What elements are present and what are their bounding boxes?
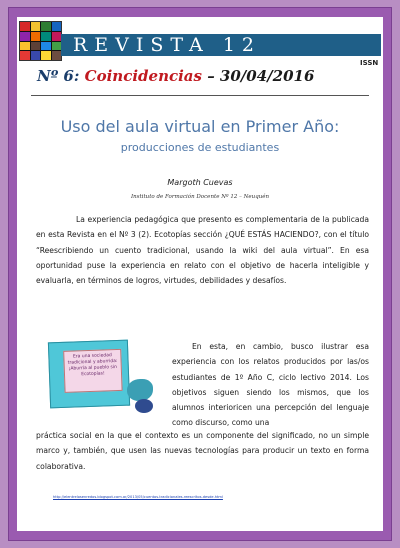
logo-tile [52, 42, 62, 51]
magazine-title: REVISTA 12 [73, 34, 261, 56]
logo-tile [20, 51, 30, 60]
logo-tile [31, 42, 41, 51]
figure-caption: Era una sociedad tradicional y aburrida: ¡Aburría al pueblo sin Ecotopías! [63, 349, 122, 393]
header-divider [31, 95, 369, 96]
logo-tile [31, 32, 41, 41]
logo-tile [31, 22, 41, 31]
issue-theme: Coincidencias [84, 67, 202, 85]
logo-tile [52, 32, 62, 41]
article-title: Uso del aula virtual en Primer Año: [60, 117, 340, 136]
logo-tile [41, 51, 51, 60]
logo-tile [20, 22, 30, 31]
footer-link[interactable]: http://elentrelosenredos.blogspot.com.ar/2013/05/cuentos-tradicionales-reescritos-desde.html [53, 495, 223, 499]
paragraph-body: En esta, en cambio, busco ilustrar esa experiencia con los relatos producidos por las/os estudiantes de 1º Año C, ciclo lectivo 2014. Los objetivos siguen siendo los mismos, que los alumnos interioricen una percepción del lenguaje como discurso, como una [172, 342, 369, 428]
article-figure [49, 339, 161, 425]
issn-label: ISSN [360, 59, 379, 67]
figure-decoration [135, 399, 153, 413]
figure-card [48, 340, 130, 409]
article-author: Margoth Cuevas [167, 178, 233, 187]
logo-tile [41, 42, 51, 51]
issue-number: Nº 6: [37, 67, 80, 85]
author-institute: Instituto de Formación Docente Nº 12 – Neuquén [130, 194, 270, 200]
issue-date: – 30/04/2016 [207, 67, 315, 85]
logo-tile [41, 22, 51, 31]
paragraph-continuation: práctica social en la que el contexto es un componente del significado, no un simple marco y, también, que usen las nuevas tecnologías para producir un texto en forma colaborativa. [36, 431, 369, 471]
logo-tile [31, 51, 41, 60]
logo-tile [52, 51, 62, 60]
figure-decoration [127, 379, 153, 401]
logo-tile [20, 42, 30, 51]
article-subtitle: producciones de estudiantes [120, 141, 280, 154]
logo-tile [41, 32, 51, 41]
document-page [17, 17, 383, 531]
logo-tile [20, 32, 30, 41]
logo-tile [52, 22, 62, 31]
magazine-logo [19, 21, 62, 61]
issue-line [37, 67, 314, 85]
paragraph-intro: La experiencia pedagógica que presento es complementaria de la publicada en esta Revista en el Nº 3 (2). Ecotopías sección ¿QUÉ ESTÁS HACIENDO?, con el título “Reescribiendo un cuento tradicional, usando la wiki del aula virtual”. En esa oportunidad puse la experiencia en relato con el objetivo de hacerla inteligible y evaluarla, en términos de logros, virtudes, debilidades y desafíos. [36, 215, 369, 286]
